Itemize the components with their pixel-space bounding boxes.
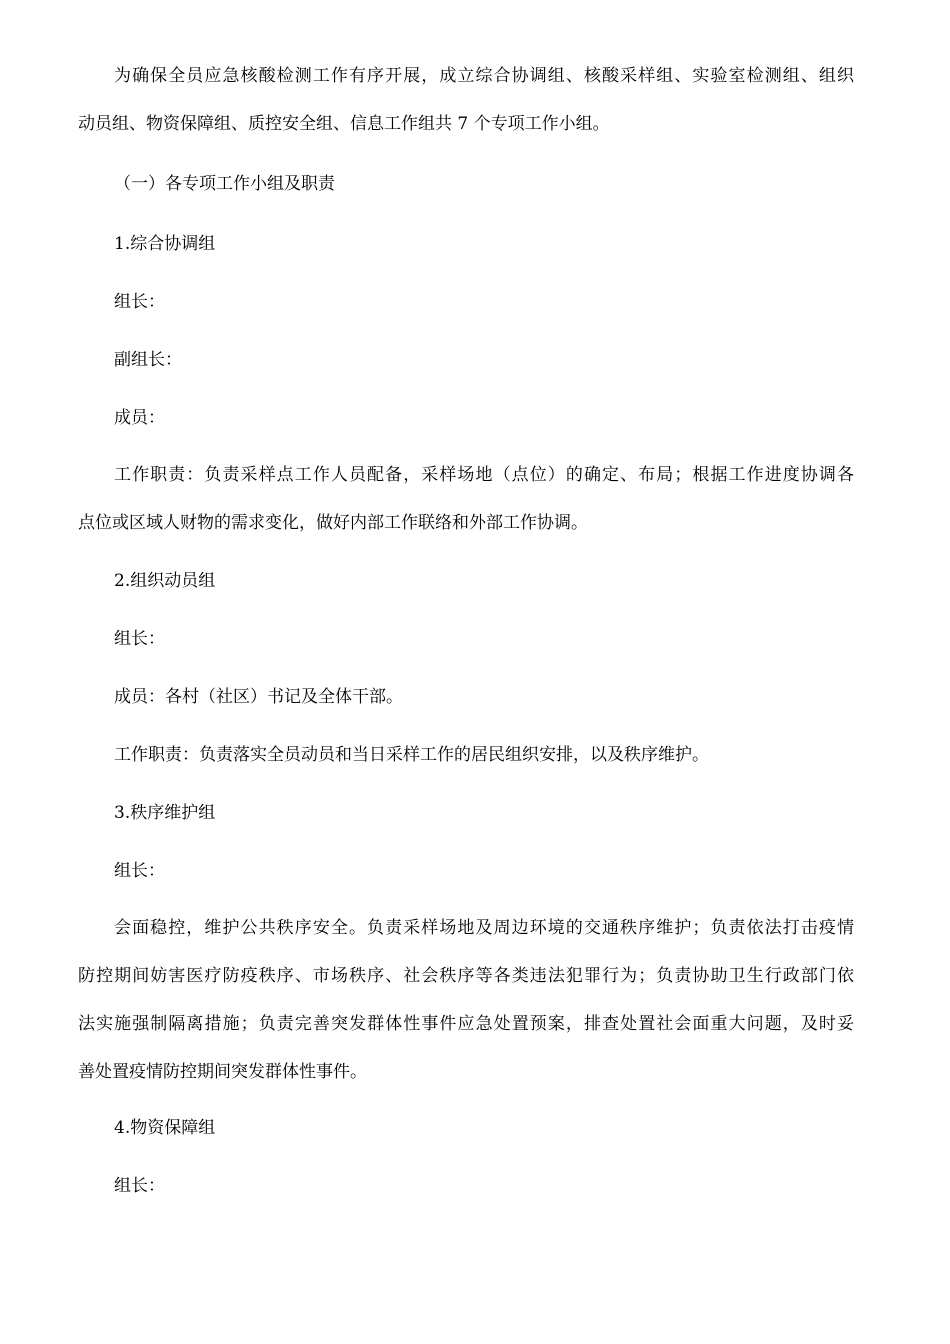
intro-paragraph — [78, 61, 854, 140]
group-1-title: 1.综合协调组 — [114, 234, 216, 254]
section-heading: （一）各专项工作小组及职责 — [114, 174, 335, 194]
group-3-duty-line-1: 会面稳控，维护公共秩序安全。负责采样场地及周边环境的交通秩序维护；负责依法打击疫情 — [114, 918, 854, 938]
group-2-title: 2.组织动员组 — [114, 571, 216, 591]
intro-line-2: 动员组、物资保障组、质控安全组、信息工作组共 7 个专项工作小组。 — [78, 114, 610, 134]
group-2-members: 成员：各村（社区）书记及全体干部。 — [114, 687, 403, 707]
group-3-leader: 组长： — [114, 861, 165, 881]
group-3-duty-line-4: 善处置疫情防控期间突发群体性事件。 — [78, 1062, 367, 1082]
group-1-duty-line-1: 工作职责：负责采样点工作人员配备，采样场地（点位）的确定、布局；根据工作进度协调各 — [114, 465, 854, 485]
group-1-duty — [78, 460, 854, 539]
group-3-duty — [78, 913, 854, 1088]
group-1-duty-line-2: 点位或区域人财物的需求变化，做好内部工作联络和外部工作协调。 — [78, 513, 588, 533]
group-1-members: 成员： — [114, 408, 165, 428]
group-4-leader: 组长： — [114, 1176, 165, 1196]
group-3-title: 3.秩序维护组 — [114, 803, 216, 823]
intro-line-1: 为确保全员应急核酸检测工作有序开展，成立综合协调组、核酸采样组、实验室检测组、组织 — [114, 66, 854, 86]
group-2-duty: 工作职责：负责落实全员动员和当日采样工作的居民组织安排，以及秩序维护。 — [114, 745, 709, 765]
group-1-leader: 组长： — [114, 292, 165, 312]
group-3-duty-line-3: 法实施强制隔离措施；负责完善突发群体性事件应急处置预案，排查处置社会面重大问题，及时妥 — [78, 1014, 854, 1034]
group-4-title: 4.物资保障组 — [114, 1118, 216, 1138]
group-1-deputy: 副组长： — [114, 350, 182, 370]
group-3-duty-line-2: 防控期间妨害医疗防疫秩序、市场秩序、社会秩序等各类违法犯罪行为；负责协助卫生行政部门依 — [78, 966, 854, 986]
group-2-leader: 组长： — [114, 629, 165, 649]
